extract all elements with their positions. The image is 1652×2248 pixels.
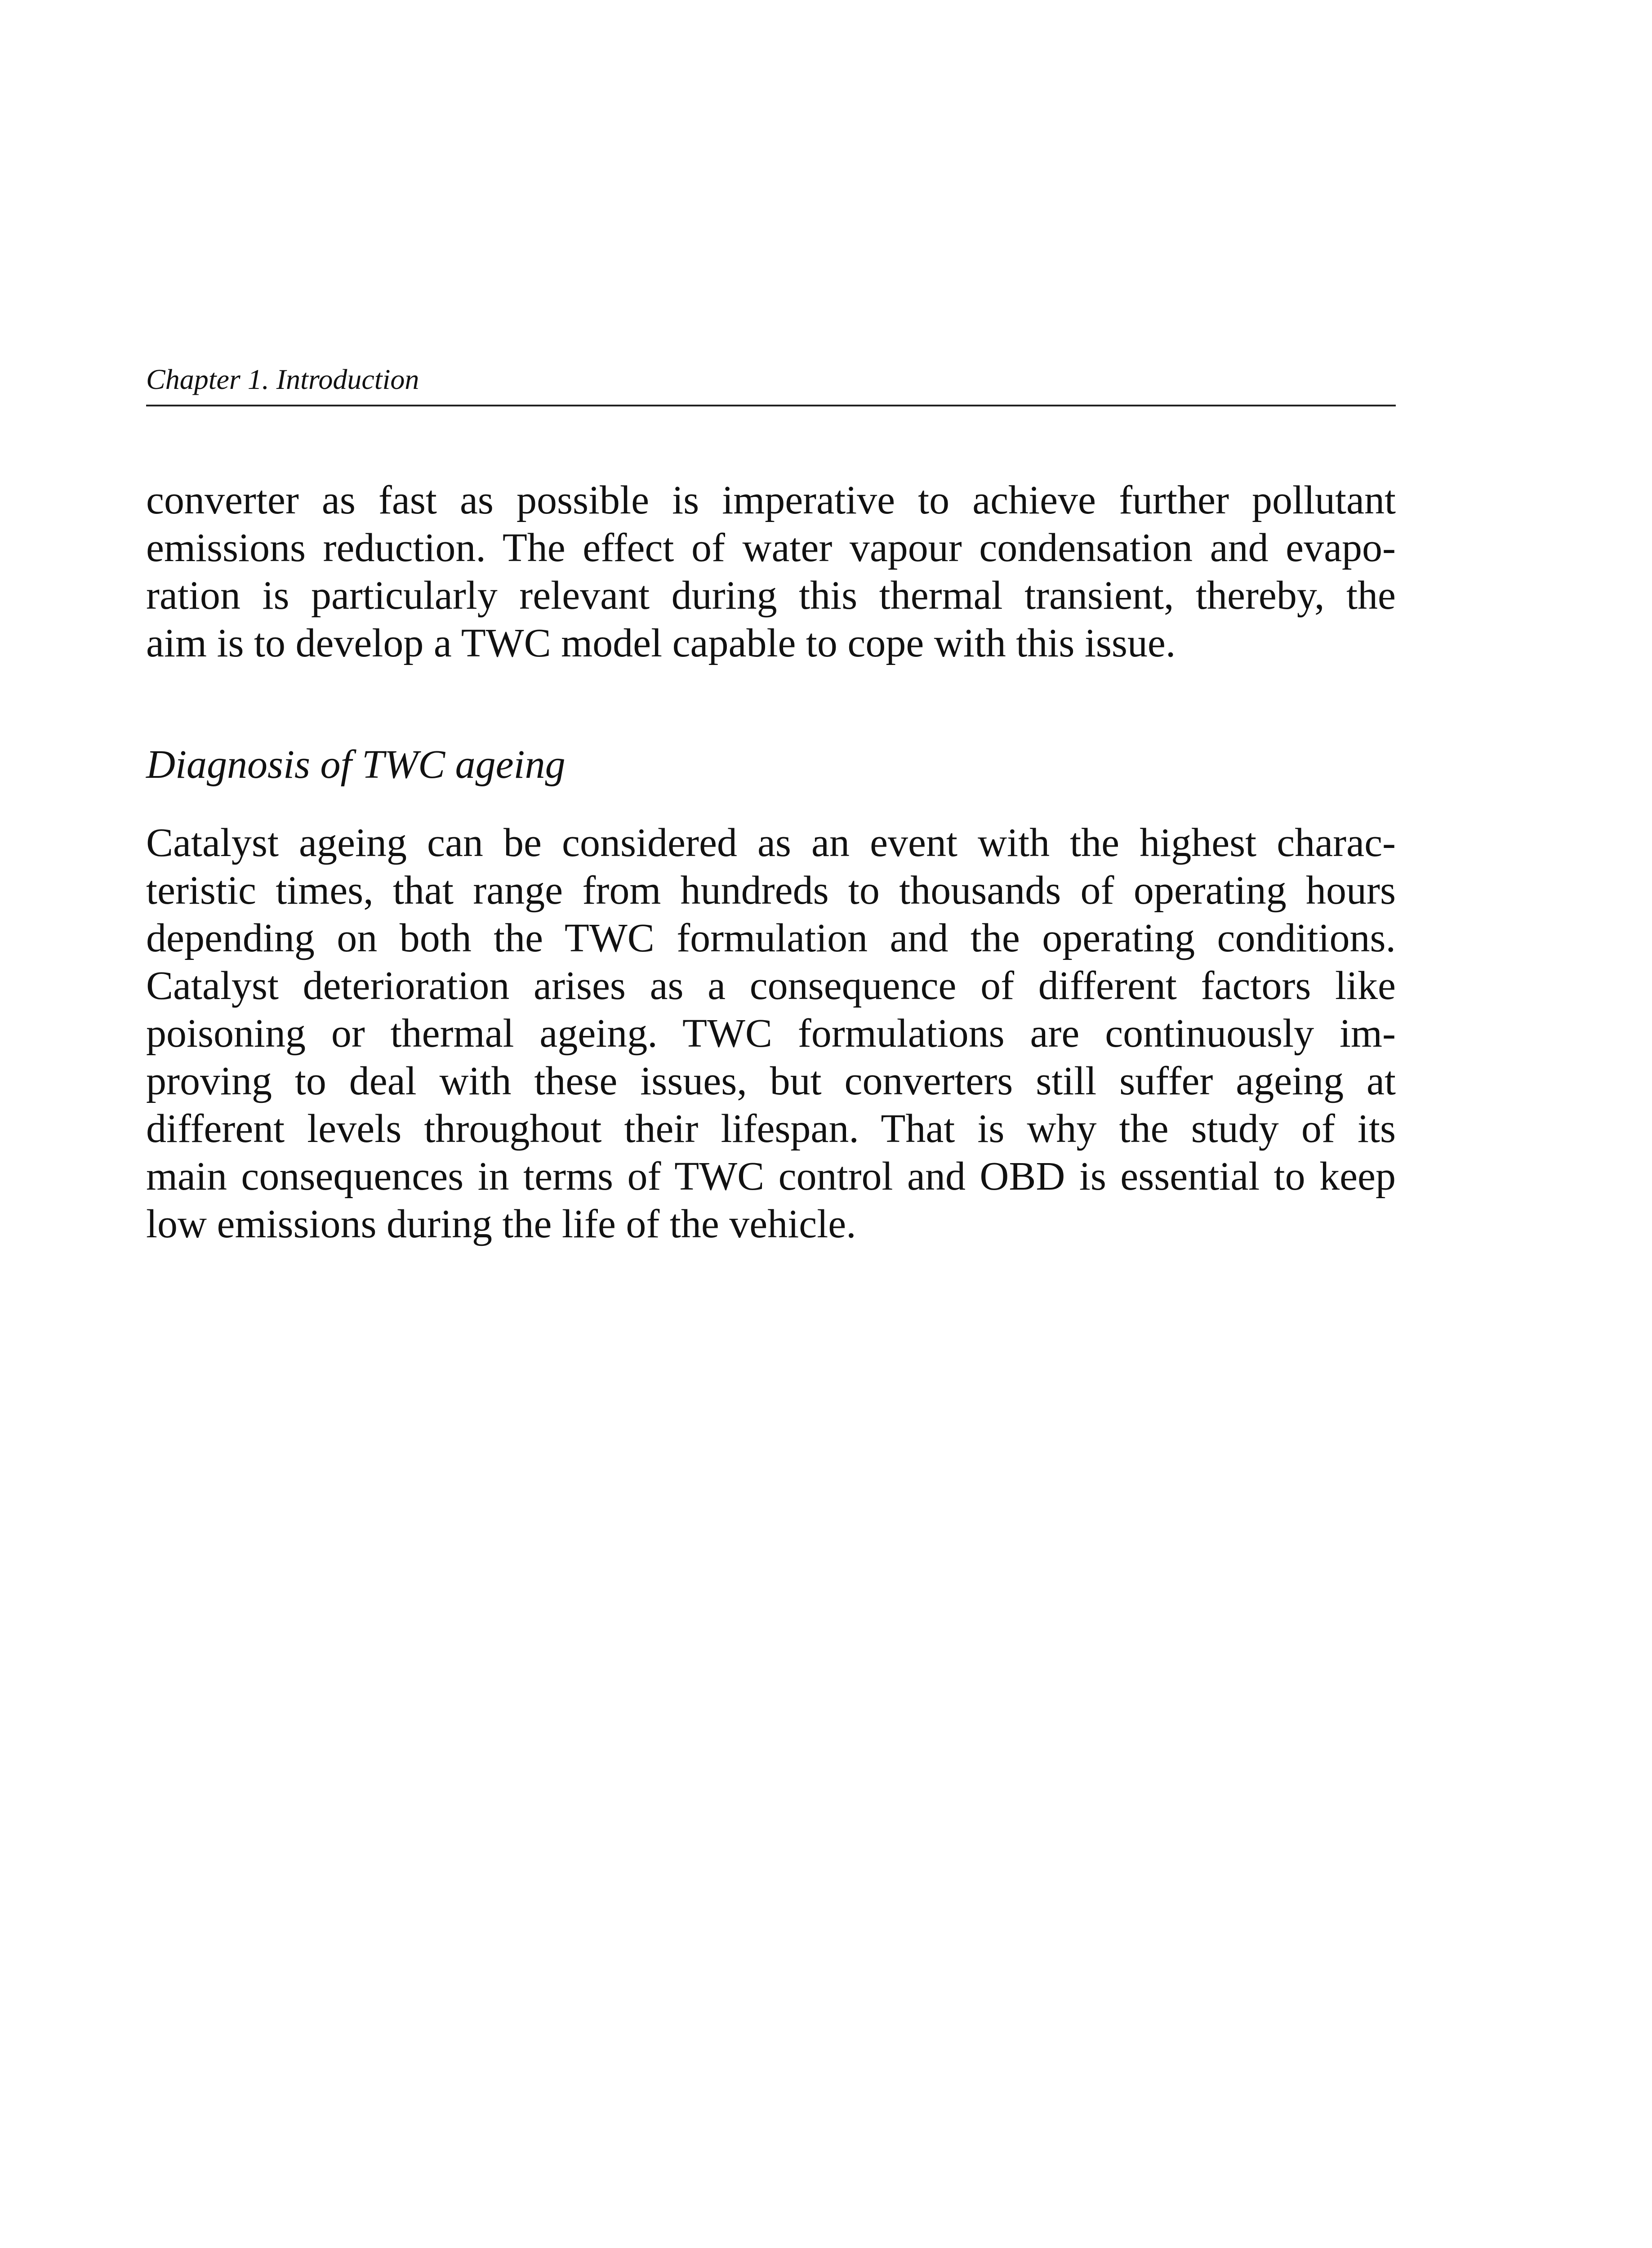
paragraph-line: converter as fast as possible is imperative to achieve further pollutant [146,478,1396,522]
running-head-text: Chapter 1. Introduction [146,363,419,395]
paragraph-1 [146,477,1396,667]
paragraph-line: emissions reduction. The effect of water vapour condensation and evapo- [146,526,1396,570]
paragraph-line: aim is to develop a TWC model capable to cope with this issue. [146,621,1176,665]
paragraph-line: different levels throughout their lifespan. That is why the study of its [146,1106,1396,1151]
paragraph-line: low emissions during the life of the vehicle. [146,1202,856,1246]
paragraph-line: Catalyst deterioration arises as a consequence of different factors like [146,963,1396,1008]
paragraph-line: depending on both the TWC formulation and the operating conditions. [146,916,1396,960]
paragraph-line: ration is particularly relevant during this thermal transient, thereby, the [146,573,1396,618]
paragraph-line: proving to deal with these issues, but converters still suffer ageing at [146,1059,1396,1103]
running-head [146,360,1396,406]
paragraph-2 [146,819,1396,1248]
paragraph-line: poisoning or thermal ageing. TWC formulations are continuously im- [146,1011,1396,1056]
paragraph-line: teristic times, that range from hundreds to thousands of operating hours [146,868,1396,913]
section-heading: Diagnosis of TWC ageing [146,742,566,787]
paragraph-line: Catalyst ageing can be considered as an event with the highest charac- [146,821,1396,865]
paragraph-line: main consequences in terms of TWC control and OBD is essential to keep [146,1154,1396,1199]
